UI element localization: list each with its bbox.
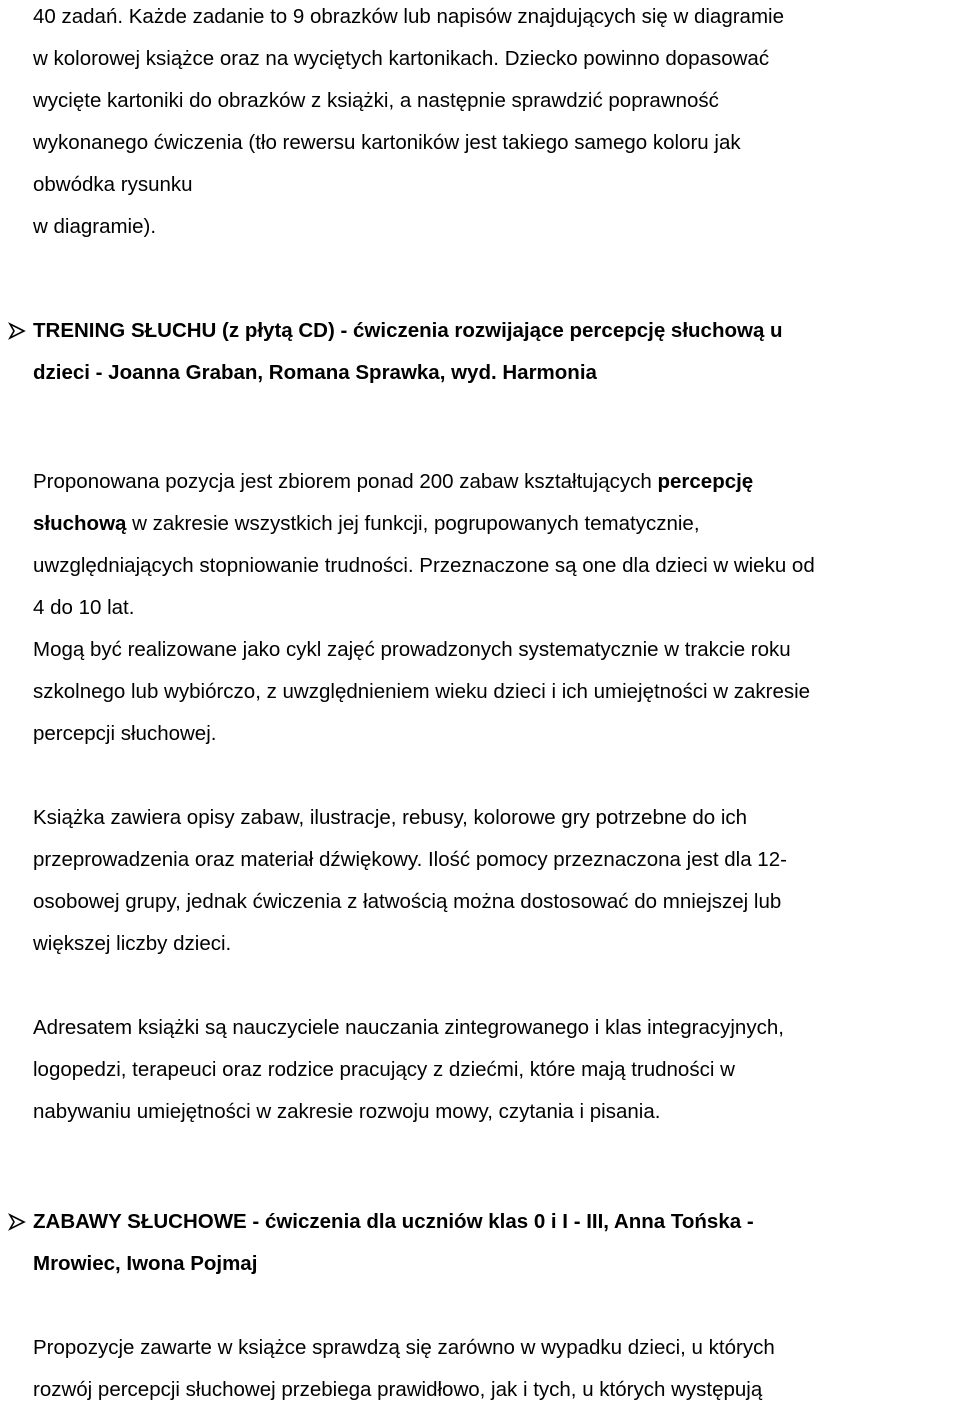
heading-line: dzieci - Joanna Graban, Romana Sprawka, wyd. Harmonia (33, 361, 597, 384)
description-line: Książka zawiera opisy zabaw, ilustracje, rebusy, kolorowe gry potrzebne do ich (33, 806, 748, 829)
description-line (33, 503, 958, 545)
description-line: Mogą być realizowane jako cykl zajęć prowadzonych systematycznie w trakcie roku (33, 638, 791, 661)
text-run: Proponowana pozycja jest zbiorem ponad 200 zabaw kształtujących (33, 470, 658, 493)
intro-line: wycięte kartoniki do obrazków z książki, a następnie sprawdzić poprawność (33, 89, 719, 112)
intro-line: 40 zadań. Każde zadanie to 9 obrazków lub napisów znajdujących się w diagramie (33, 5, 784, 28)
description-line: nabywaniu umiejętności w zakresie rozwoju mowy, czytania i pisania. (33, 1100, 661, 1123)
arrowhead-bullet-icon (8, 1213, 26, 1231)
intro-line: w kolorowej książce oraz na wyciętych kartonikach. Dziecko powinno dopasować (33, 47, 770, 70)
intro-line: obwódka rysunku (33, 173, 193, 196)
description-line: 4 do 10 lat. (33, 596, 135, 619)
intro-paragraph (33, 0, 958, 248)
heading-text (33, 1201, 754, 1285)
description-line: Propozycje zawarte w książce sprawdzą się zarówno w wypadku dzieci, u których (33, 1336, 775, 1359)
description-line: przeprowadzenia oraz materiał dźwiękowy. Ilość pomocy przeznaczona jest dla 12- (33, 848, 787, 871)
book-audience-paragraph (33, 1007, 958, 1133)
heading-line: TRENING SŁUCHU (z płytą CD) - ćwiczenia rozwijające percepcję słuchową u (33, 319, 783, 342)
text-run: w zakresie wszystkich jej funkcji, pogrupowanych tematycznie, (126, 512, 700, 535)
bold-text-run: słuchową (33, 512, 127, 535)
heading-line: ZABAWY SŁUCHOWE - ćwiczenia dla uczniów klas 0 i I - III, Anna Tońska - (33, 1210, 754, 1233)
heading-text (33, 310, 783, 394)
description-line: większej liczby dzieci. (33, 932, 232, 955)
intro-line: w diagramie). (33, 215, 157, 238)
description-line: Adresatem książki są nauczyciele nauczania zintegrowanego i klas integracyjnych, (33, 1016, 784, 1039)
book-suitability-paragraph (33, 1327, 958, 1411)
book-contents-paragraph (33, 797, 958, 965)
description-line: szkolnego lub wybiórczo, z uwzględnieniem wieku dzieci i ich umiejętności w zakresie (33, 680, 811, 703)
description-line: osobowej grupy, jednak ćwiczenia z łatwością można dostosować do mniejszej lub (33, 890, 782, 913)
description-line (33, 461, 958, 503)
description-line: logopedzi, terapeuci oraz rodzice pracujący z dziećmi, które mają trudności w (33, 1058, 735, 1081)
description-line: rozwój percepcji słuchowej przebiega prawidłowo, jak i tych, u których występują (33, 1378, 763, 1401)
heading-line: Mrowiec, Iwona Pojmaj (33, 1252, 258, 1275)
bold-text-run: percepcję (657, 470, 754, 493)
description-line: percepcji słuchowej. (33, 722, 217, 745)
description-line: uwzględniających stopniowanie trudności. Przeznaczone są one dla dzieci w wieku od (33, 554, 815, 577)
intro-line: wykonanego ćwiczenia (tło rewersu kartoników jest takiego samego koloru jak (33, 131, 741, 154)
book-description-paragraph (33, 461, 958, 755)
arrowhead-bullet-icon (8, 322, 26, 340)
